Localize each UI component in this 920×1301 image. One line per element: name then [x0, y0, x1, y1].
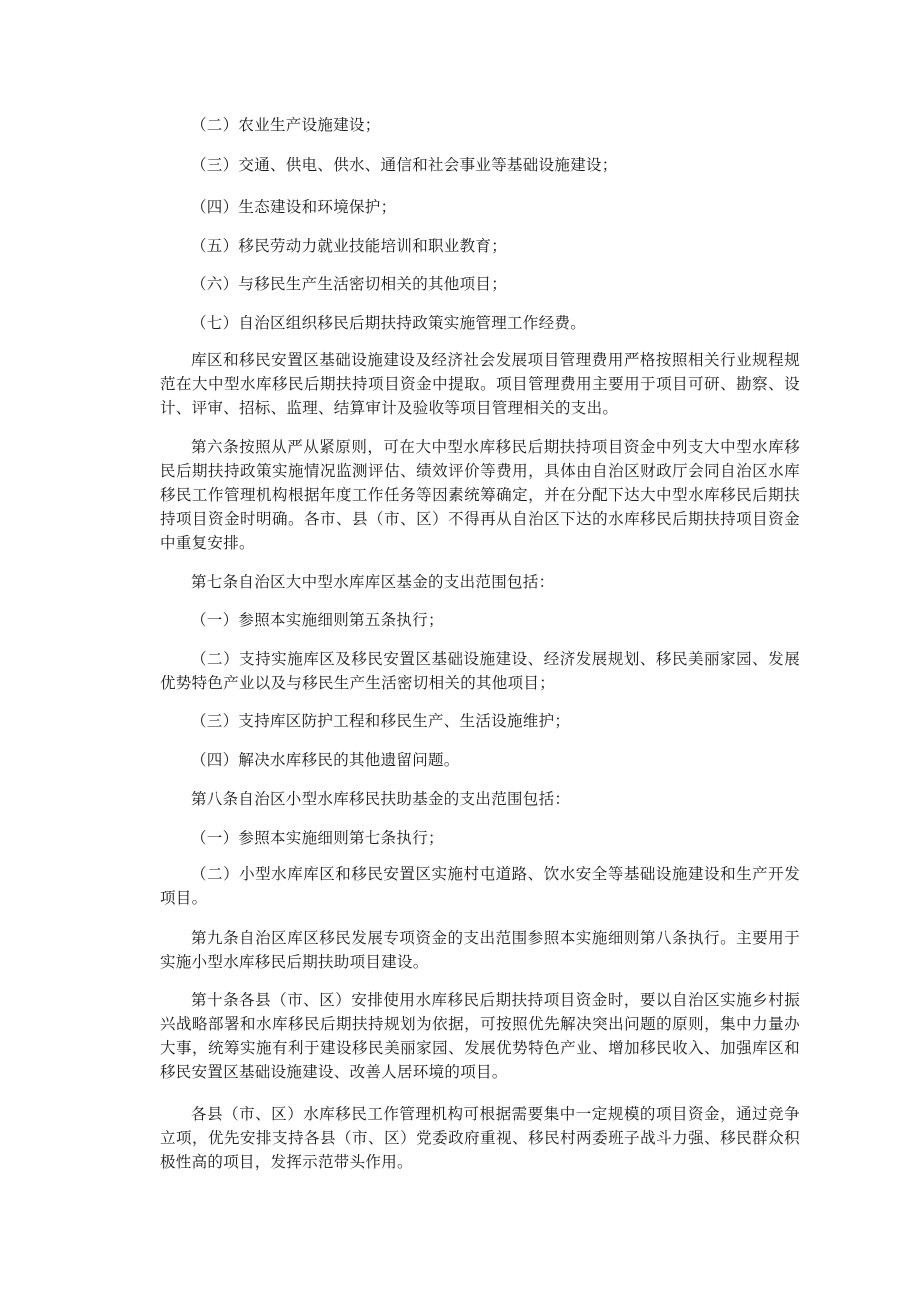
paragraph: （一）参照本实施细则第七条执行； — [191, 829, 444, 847]
paragraph: 第八条自治区小型水库移民扶助基金的支出范围包括： — [191, 790, 571, 808]
paragraph: （二）支持实施库区及移民安置区基础设施建设、经济发展规划、移民美丽家园、发展优势特色产业以及与移民生产生活密切相关的其他项目； — [160, 650, 800, 692]
paragraph: （四）解决水库移民的其他遗留问题。 — [191, 751, 460, 769]
paragraph: （五）移民劳动力就业技能培训和职业教育； — [191, 237, 508, 255]
paragraph: 第七条自治区大中型水库库区基金的支出范围包括： — [191, 573, 555, 591]
paragraph: （六）与移民生产生活密切相关的其他项目； — [191, 275, 508, 293]
paragraph: 各县（市、区）水库移民工作管理机构可根据需要集中一定规模的项目资金，通过竞争立项，优先安排支持各县（市、区）党委政府重视、移民村两委班子战斗力强、移民群众积极性高的项目，发挥示范带头作用。 — [160, 1105, 800, 1171]
paragraph: （三）交通、供电、供水、通信和社会事业等基础设施建设； — [191, 156, 618, 174]
paragraph: 第九条自治区库区移民发展专项资金的支出范围参照本实施细则第八条执行。主要用于实施小型水库移民后期扶助项目建设。 — [160, 929, 800, 971]
paragraph: （二）农业生产设施建设； — [191, 116, 381, 134]
paragraph: （七）自治区组织移民后期扶持政策实施管理工作经费。 — [191, 314, 587, 332]
paragraph: 库区和移民安置区基础设施建设及经济社会发展项目管理费用严格按照相关行业规程规范在大中型水库移民后期扶持项目资金中提取。项目管理费用主要用于项目可研、勘察、设计、评审、招标、监理、结算审计及验收等项目管理相关的支出。 — [160, 351, 800, 417]
paragraph: 第六条按照从严从紧原则，可在大中型水库移民后期扶持项目资金中列支大中型水库移民后期扶持政策实施情况监测评估、绩效评价等费用，具体由自治区财政厅会同自治区水库移民工作管理机构根据年度工作任务等因素统筹确定，并在分配下达大中型水库移民后期扶持项目资金时明确。各市、县（市、区）不得再从自治区下达的水库移民后期扶持项目资金中重复安排。 — [160, 438, 800, 552]
paragraph: （三）支持库区防护工程和移民生产、生活设施维护； — [191, 712, 571, 730]
paragraph: （一）参照本实施细则第五条执行； — [191, 611, 444, 629]
paragraph: 第十条各县（市、区）安排使用水库移民后期扶持项目资金时，要以自治区实施乡村振兴战略部署和水库移民后期扶持规划为依据，可按照优先解决突出问题的原则，集中力量办大事，统筹实施有利于建设移民美丽家园、发展优势特色产业、增加移民收入、加强库区和移民安置区基础设施建设、改善人居环境的项目。 — [160, 991, 800, 1081]
paragraph: （二）小型水库库区和移民安置区实施村屯道路、饮水安全等基础设施建设和生产开发项目。 — [160, 865, 800, 907]
paragraph: （四）生态建设和环境保护； — [191, 198, 397, 216]
